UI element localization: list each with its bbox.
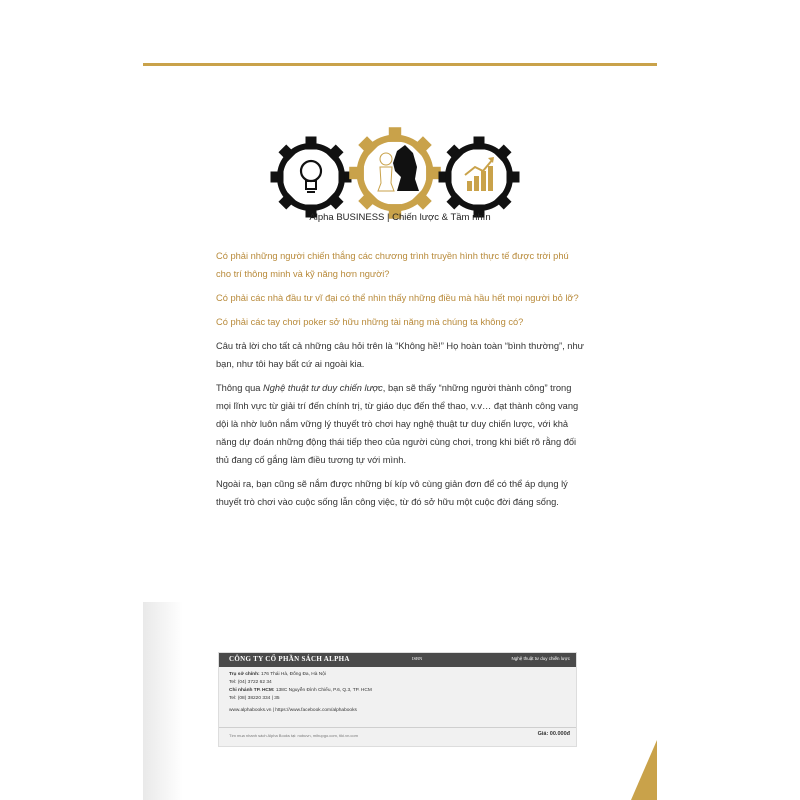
left-shadow: [143, 602, 183, 800]
gears-logo: [263, 87, 523, 227]
branch-line: [229, 688, 372, 693]
branch-phone: Tel: (08) 38220 334 | 35: [229, 696, 280, 701]
chess-pieces-gear-icon: [350, 128, 440, 218]
question-1: Có phải những người chiến thắng các chương trình truyền hình thực tế được trời phú cho trí thông minh và kỹ năng hơn người?: [216, 251, 569, 279]
back-cover: [143, 42, 657, 800]
hq-phone: Tel: (04) 3722 62 34: [229, 680, 272, 685]
description-lead: Thông qua: [216, 383, 264, 393]
isbn-label: ISBN: [412, 656, 423, 661]
where-to-buy: Tìm mua nhanh sách Alpha Books tại: nobuvn, mihupgo.com, tiki.vn.com: [229, 733, 358, 738]
gold-corner-accent: [631, 740, 657, 800]
branch-label: Chi nhánh TP. HCM:: [229, 688, 275, 693]
description-rest: , bạn sẽ thấy “những người thành công” trong mọi lĩnh vực từ giải trí đến chính trị, từ giáo dục đến thể thao, v.v… đạt thành công vang dội là nhờ luôn nắm vững lý thuyết trò chơi hay nghệ thuật tư duy chiến lược, với khả năng dự đoán những động thái tiếp theo của người cùng chơi, trong khi biết rõ rằng đối thủ đang cố gắng làm điều tương tự với mình.: [216, 383, 579, 465]
book-title-short: Nghệ thuật tư duy chiến lược: [511, 656, 570, 661]
price: Giá: 00.000đ: [537, 731, 570, 737]
hq-line: [229, 672, 326, 677]
branch-address: 138C Nguyễn Đình Chiểu, P.6, Q.3, TP. HCM: [275, 688, 372, 693]
series-tagline: Alpha BUSINESS | Chiến lược & Tầm nhìn: [309, 212, 491, 223]
box-divider: [219, 727, 576, 728]
closing-paragraph: Ngoài ra, bạn cũng sẽ nắm được những bí kíp vô cùng giản đơn để có thể áp dụng lý thuyết trò chơi vào cuộc sống lẫn công việc, từ đó sở hữu một cuộc đời đáng sống.: [216, 479, 568, 507]
hq-address: 176 Thái Hà, Đống Đa, Hà Nội: [260, 672, 326, 677]
question-3: Có phải các tay chơi poker sở hữu những tài năng mà chúng ta không có?: [216, 317, 524, 327]
growth-chart-gear-icon: [439, 137, 519, 217]
top-gold-rule: [143, 63, 657, 66]
publisher-name: CÔNG TY CỔ PHẦN SÁCH ALPHA: [229, 655, 350, 663]
publisher-info-box: [218, 652, 577, 747]
web-links: www.alphabooks.vn | https://www.facebook.com/alphabooks: [229, 708, 357, 713]
book-title: Nghệ thuật tư duy chiến lược: [263, 383, 383, 393]
answer-paragraph: Câu trả lời cho tất cả những câu hỏi trên là “Không hề!” Họ hoàn toàn “bình thường”, như bạn, như tôi hay bất cứ ai ngoài kia.: [216, 341, 584, 369]
blurb: [216, 247, 586, 517]
hq-label: Trụ sở chính:: [229, 672, 260, 677]
description-paragraph: [216, 379, 586, 469]
lightbulb-gear-icon: [271, 137, 351, 217]
publisher-header: [219, 653, 576, 667]
question-2: Có phải các nhà đầu tư vĩ đại có thể nhìn thấy những điều mà hầu hết mọi người bỏ lỡ?: [216, 293, 579, 303]
